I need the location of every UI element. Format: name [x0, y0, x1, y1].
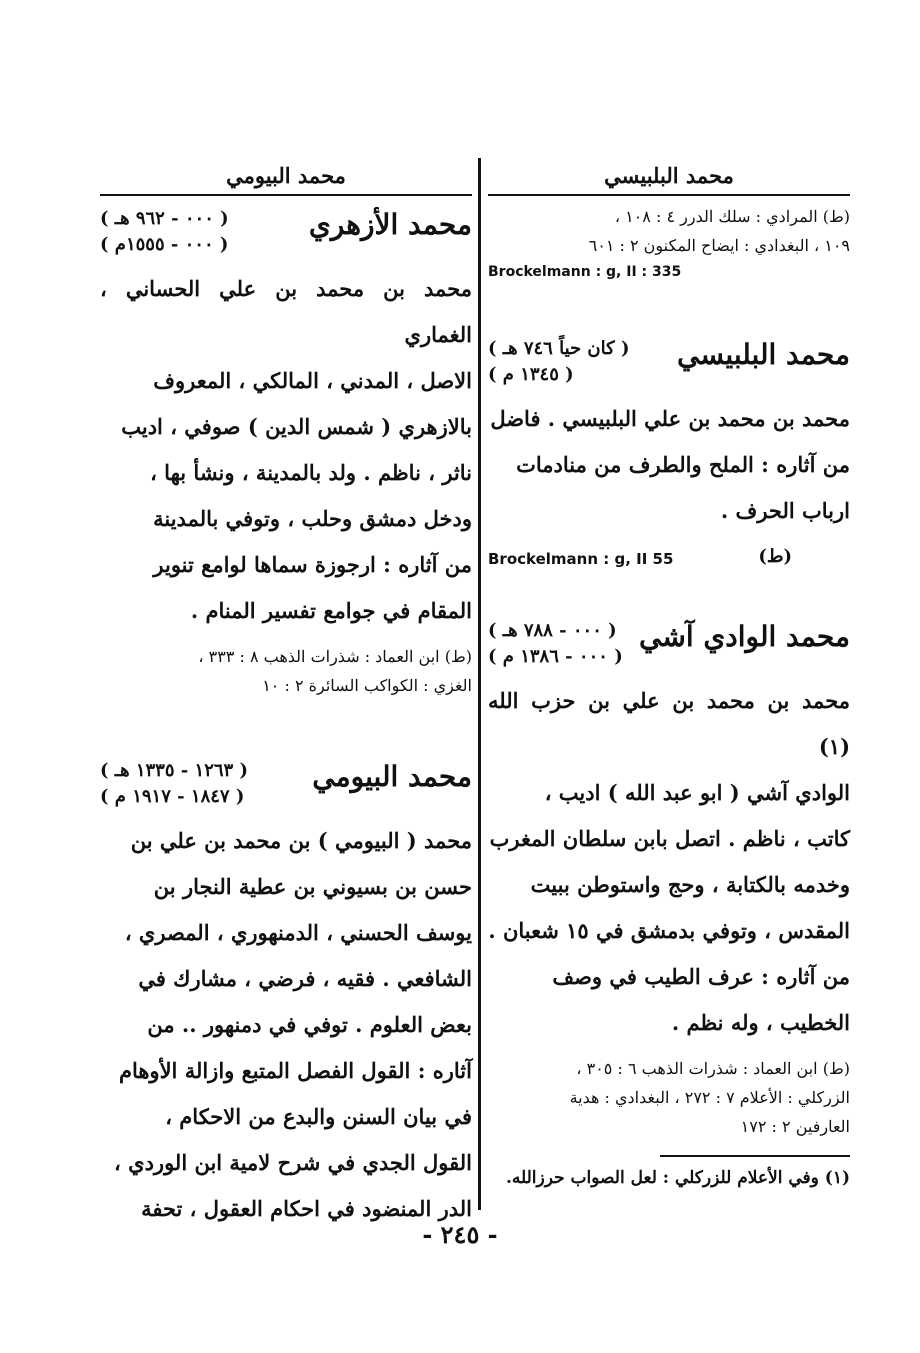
left-column	[100, 158, 472, 1232]
entry-heading-bayyumi	[100, 754, 472, 818]
top-sources	[488, 202, 850, 280]
entry-dates	[488, 618, 623, 670]
footnote: (١) وفي الأعلام للزركلي : لعل الصواب حرزالله.	[505, 1168, 850, 1188]
bio-line: الاصل ، المدني ، المالكي ، المعروف	[153, 368, 472, 393]
source-line: الزركلي : الأعلام ٧ : ٢٧٢ ، البغدادي : هدية	[569, 1088, 850, 1107]
entry-sources-wadi-ashi	[488, 1054, 850, 1141]
date-hijri: ( ٠٠٠ - ٩٦٢ هـ )	[100, 208, 229, 229]
entry-name: محمد الأزهري	[308, 208, 472, 241]
source-line: العارفين ٢ : ١٧٢	[740, 1117, 850, 1136]
bio-line: من آثاره : الملح والطرف من منادمات	[516, 452, 850, 477]
bio-line: في بيان السنن والبدع من الاحكام ،	[165, 1104, 472, 1129]
latin-reference: Brockelmann : g, II : 335	[488, 264, 682, 280]
date-hijri: ( ١٢٦٣ - ١٣٣٥ هـ )	[100, 760, 248, 781]
entry-name: محمد البلبيسي	[677, 338, 850, 371]
entry-bio-bayyumi	[100, 818, 472, 1232]
bio-line: الخطيب ، وله نظم .	[671, 1010, 850, 1035]
entry-heading-bilbisi	[488, 332, 850, 396]
bio-line: ناثر ، ناظم . ولد بالمدينة ، ونشأ بها ،	[150, 460, 472, 485]
date-hijri: ( ٠٠٠ - ٧٨٨ هـ )	[488, 620, 617, 641]
bio-line: المقدس ، وتوفي بدمشق في ١٥ شعبان .	[488, 918, 850, 943]
bio-line: محمد بن محمد بن علي البلبيسي . فاضل	[490, 406, 850, 431]
bio-line: ودخل دمشق وحلب ، وتوفي بالمدينة	[153, 506, 472, 531]
bio-line: يوسف الحسني ، الدمنهوري ، المصري ،	[124, 920, 472, 945]
entry-bio-azhari	[100, 266, 472, 634]
bio-line: القول الجدي في شرح لامية ابن الوردي ،	[114, 1150, 472, 1175]
bio-line: المقام في جوامع تفسير المنام .	[190, 598, 472, 623]
entry-bio-wadi-ashi	[488, 678, 850, 1046]
entry-dates	[488, 336, 630, 388]
date-gregorian: ( ٠٠٠ - ١٣٨٦ م )	[488, 646, 623, 667]
date-hijri: ( كان حياً ٧٤٦ هـ )	[488, 338, 630, 359]
right-header-rule	[488, 194, 850, 196]
bio-line: آثاره : القول الفصل المتبع وازالة الأوهام	[118, 1058, 472, 1083]
entry-name: محمد البيومي	[312, 760, 472, 793]
bio-line: الوادي آشي ( ابو عبد الله ) اديب ،	[544, 780, 850, 805]
footnote-rule	[660, 1155, 850, 1157]
right-column	[488, 158, 850, 1193]
page-number: - ٢٤٥ -	[422, 1220, 498, 1249]
entry-source-bilbisi	[488, 544, 850, 578]
bio-line: كاتب ، ناظم . اتصل بابن سلطان المغرب	[489, 826, 850, 851]
date-gregorian: ( ١٨٤٧ - ١٩١٧ م )	[100, 786, 245, 807]
source-line: (ط) المرادي : سلك الدرر ٤ : ١٠٨ ،	[614, 207, 850, 226]
bio-line: بالازهري ( شمس الدين ) صوفي ، اديب	[121, 414, 472, 439]
bio-line: حسن بن بسيوني بن عطية النجار بن	[153, 874, 472, 899]
entry-name: محمد الوادي آشي	[639, 620, 850, 653]
date-gregorian: ( ٠٠٠ - ١٥٥٥م )	[100, 234, 229, 255]
entry-heading-azhari	[100, 202, 472, 266]
source-tag: (ط)	[758, 546, 792, 567]
left-header-rule	[100, 194, 472, 196]
source-line: (ط) ابن العماد : شذرات الذهب ٨ : ٣٣٣ ،	[198, 647, 472, 666]
right-running-header: محمد البلبيسي	[604, 163, 734, 188]
entry-bio-bilbisi	[488, 396, 850, 534]
source-line: (ط) ابن العماد : شذرات الذهب ٦ : ٣٠٥ ،	[576, 1059, 850, 1078]
bio-line: ارباب الحرف .	[720, 498, 850, 523]
left-running-header: محمد البيومي	[226, 163, 346, 188]
entry-dates	[100, 206, 229, 258]
bio-line: محمد بن محمد بن علي بن حزب الله (١)	[488, 688, 850, 759]
entry-sources-azhari	[100, 642, 472, 700]
entry-heading-wadi-ashi	[488, 614, 850, 678]
bio-line: من آثاره : ارجوزة سماها لوامع تنوير	[153, 552, 472, 577]
bio-line: محمد ( البيومي ) بن محمد بن علي بن	[130, 828, 472, 853]
source-line: ١٠٩ ، البغدادي : ايضاح المكنون ٢ : ٦٠١	[588, 236, 850, 255]
bio-line: وخدمه بالكتابة ، وحج واستوطن ببيت	[530, 872, 850, 897]
bio-line: من آثاره : عرف الطيب في وصف	[552, 964, 850, 989]
date-gregorian: ( ١٣٤٥ م )	[488, 364, 574, 385]
entry-dates	[100, 758, 248, 810]
bio-line: بعض العلوم . توفي في دمنهور .. من	[147, 1012, 472, 1037]
latin-reference: Brockelmann : g, II 55	[488, 550, 674, 568]
bio-line: الشافعي . فقيه ، فرضي ، مشارك في	[138, 966, 472, 991]
bio-line: محمد بن محمد بن علي الحساني ، الغماري	[100, 276, 472, 347]
column-divider	[478, 158, 481, 1210]
bio-line: الدر المنضود في احكام العقول ، تحفة	[141, 1196, 472, 1221]
source-line: الغزي : الكواكب السائرة ٢ : ١٠	[262, 676, 472, 695]
